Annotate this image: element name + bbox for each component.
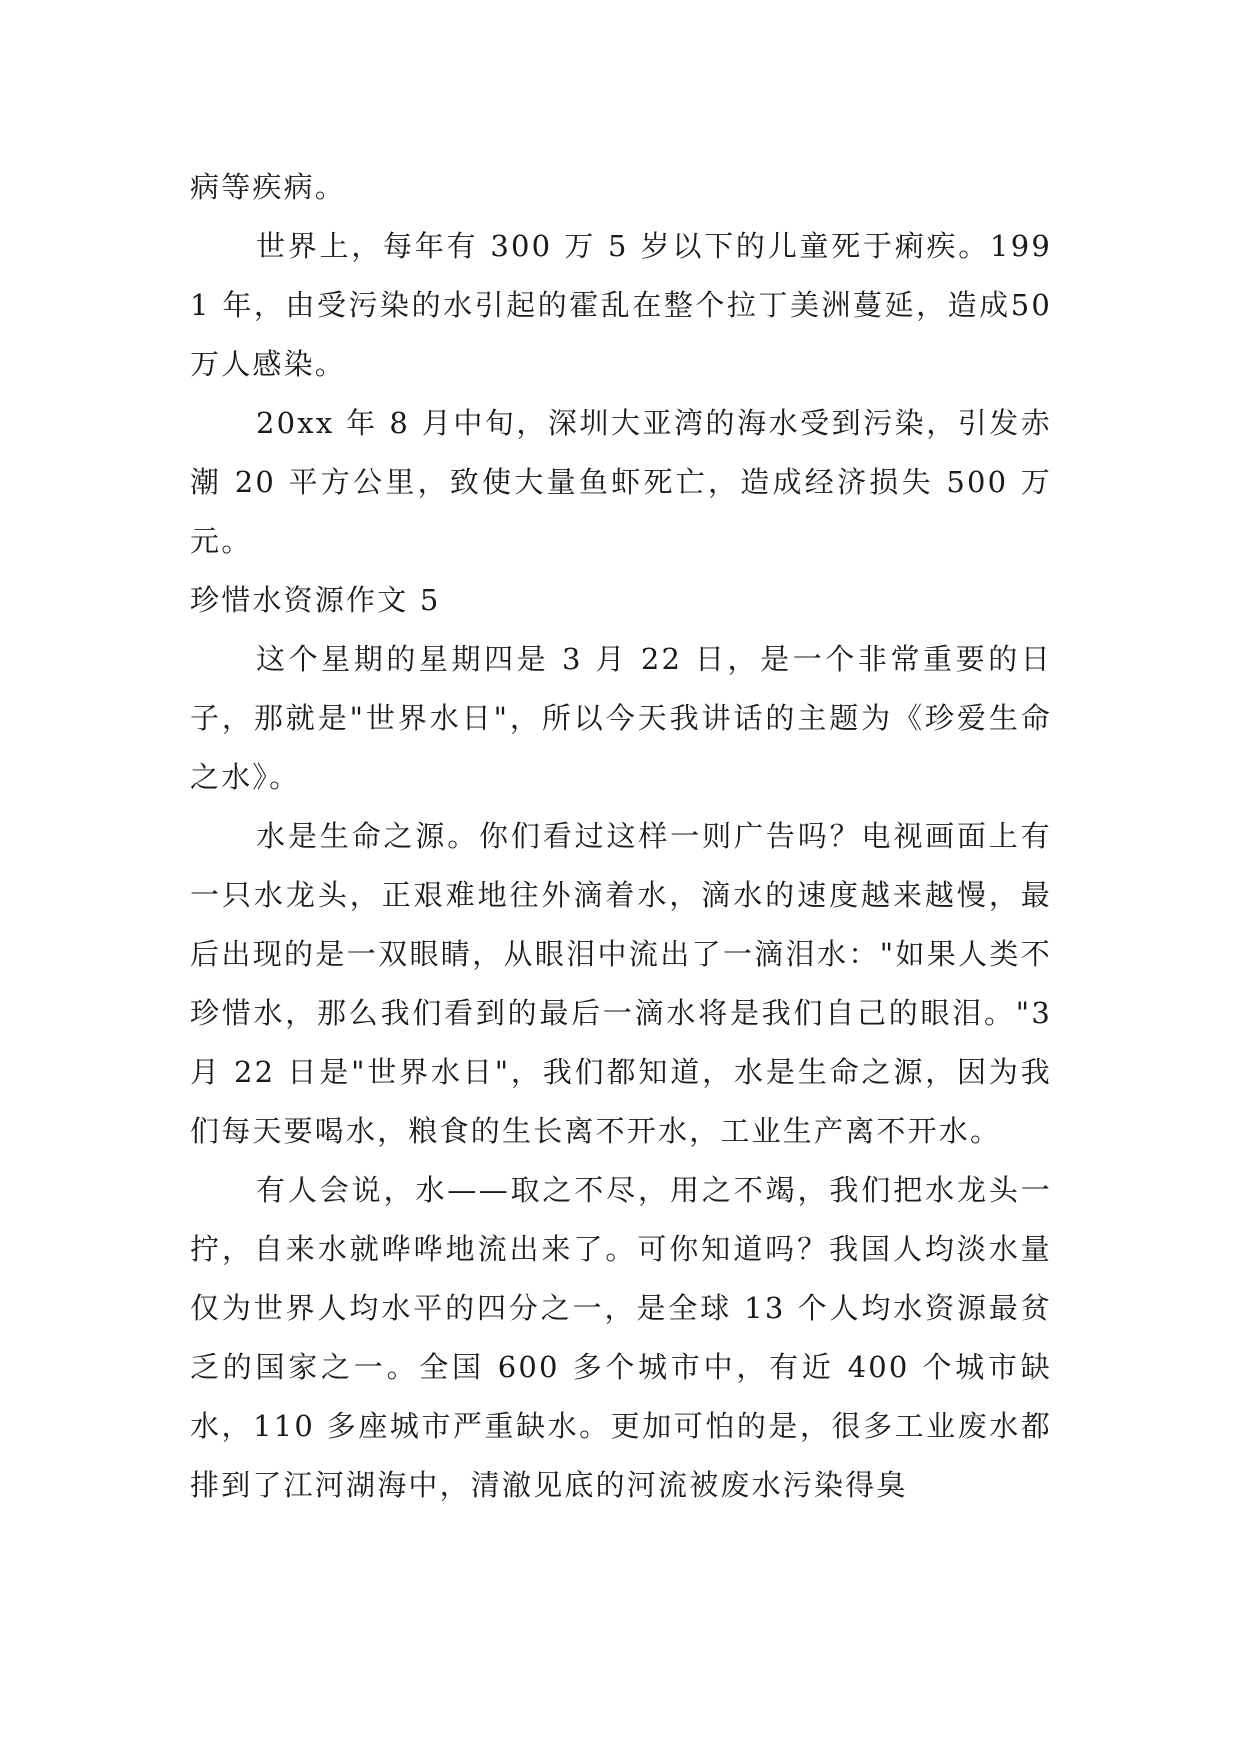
document-body <box>190 158 1052 1515</box>
paragraph-red-tide: 20xx 年 8 月中旬，深圳大亚湾的海水受到污染，引发赤潮 20 平方公里，致使大量鱼虾死亡，造成经济损失 500 万元。 <box>190 406 1052 558</box>
section-title: 珍惜水资源作文 5 <box>190 583 441 617</box>
paragraph-dysentery: 世界上，每年有 300 万 5 岁以下的儿童死于痢疾。1991 年，由受污染的水引起的霍乱在整个拉丁美洲蔓延，造成50 万人感染。 <box>190 229 1052 381</box>
paragraph-source-of-life: 水是生命之源。你们看过这样一则广告吗？电视画面上有一只水龙头，正艰难地往外滴着水，滴水的速度越来越慢，最后出现的是一双眼睛，从眼泪中流出了一滴泪水："如果人类不珍惜水，那么我们看到的最后一滴水将是我们自己的眼泪。"3 月 22 日是"世界水日"，我们都知道，水是生命之源，因为我们每天要喝水，粮食的生长离不开水，工业生产离不开水。 <box>190 819 1052 1148</box>
paragraph-world-water-day: 这个星期的星期四是 3 月 22 日，是一个非常重要的日子，那就是"世界水日"，所以今天我讲话的主题为《珍爱生命之水》。 <box>190 642 1052 794</box>
paragraph-water-shortage: 有人会说，水——取之不尽，用之不竭，我们把水龙头一拧，自来水就哗哗地流出来了。可你知道吗？我国人均淡水量仅为世界人均水平的四分之一，是全球 13 个人均水资源最贫乏的国家之一。全国 600 多个城市中，有近 400 个城市缺水，110 多座城市严重缺水。更加可怕的是，很多工业废水都排到了江河湖海中，清澈见底的河流被废水污染得臭 <box>190 1173 1052 1502</box>
paragraph-continuation: 病等疾病。 <box>190 170 347 204</box>
